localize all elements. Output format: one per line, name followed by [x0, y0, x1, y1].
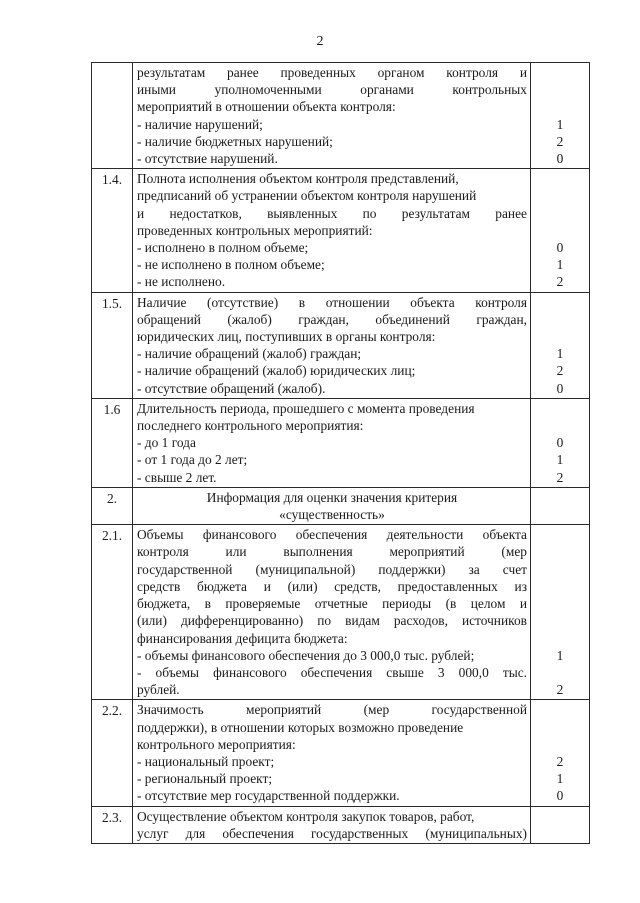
option-item: - отсутствие обращений (жалоб).: [137, 380, 326, 396]
description-line: обращений (жалоб) граждан, объединений граждан,: [137, 311, 527, 327]
option-item: - наличие нарушений;: [137, 116, 263, 132]
table-row: [92, 525, 590, 700]
row-scores: [531, 292, 590, 398]
row-number: [92, 63, 133, 169]
description-line: предписаний об устранении объектом контроля нарушений: [137, 188, 477, 204]
score-value: 1: [556, 346, 564, 362]
score-value: 1: [556, 116, 564, 132]
score-value: 1: [556, 771, 564, 787]
score-value: 1: [556, 257, 564, 273]
option-item: - свыше 2 лет.: [137, 469, 217, 485]
description-line: мероприятий в отношении объекта контроля:: [137, 99, 396, 115]
option-item: - отсутствие нарушений.: [137, 151, 278, 167]
description-line: Полнота исполнения объектом контроля представлений,: [137, 171, 459, 187]
score-value: 0: [556, 151, 564, 167]
description-line: и недостатков, выявленных по результатам ранее: [137, 205, 527, 221]
score-value: 2: [556, 682, 564, 698]
score-value: 2: [556, 133, 564, 149]
description-line: (или) дифференцированно) по видам расходов, источников: [137, 613, 527, 629]
row-scores: [531, 63, 590, 169]
row-number: 2.1.: [92, 525, 133, 700]
table-row: [92, 63, 590, 169]
score-value: 0: [556, 380, 564, 396]
option-item: - не исполнено.: [137, 274, 226, 290]
description-line: финансирования дефицита бюджета:: [137, 630, 348, 646]
row-scores: [531, 169, 590, 292]
row-scores: [531, 806, 590, 843]
option-item: - наличие обращений (жалоб) юридических лиц;: [137, 363, 416, 379]
option-item: - объемы финансового обеспечения свыше 3 000,0 тыс.: [137, 664, 527, 680]
score-value: 0: [556, 435, 564, 451]
criteria-table: [91, 62, 590, 844]
description-line: Наличие (отсутствие) в отношении объекта контроля: [137, 294, 527, 310]
score-value: 2: [556, 469, 564, 485]
row-number: 2.: [92, 487, 133, 524]
description-line: Длительность периода, прошедшего с момента проведения: [137, 400, 475, 416]
option-item: - отсутствие мер государственной поддержки.: [137, 788, 400, 804]
row-number: 1.5.: [92, 292, 133, 398]
description-line: проведенных контрольных мероприятий:: [137, 222, 373, 238]
option-item: - национальный проект;: [137, 753, 275, 769]
description-line: средств бюджета и (или) средств, предоставленных из: [137, 578, 527, 594]
row-scores: [531, 525, 590, 700]
option-item: рублей.: [137, 682, 180, 698]
description-line: государственной (муниципальной) поддержки) за счет: [137, 561, 527, 577]
row-scores: [531, 398, 590, 487]
option-item: - не исполнено в полном объеме;: [137, 257, 325, 273]
score-value: 0: [556, 788, 564, 804]
section-heading: [133, 487, 531, 524]
row-description: [133, 806, 531, 843]
description-line: услуг для обеспечения государственных (муниципальных): [137, 825, 527, 841]
row-scores: [531, 700, 590, 806]
description-line: Значимость мероприятий (мер государственной: [137, 702, 527, 718]
row-description: [133, 292, 531, 398]
row-description: [133, 398, 531, 487]
heading-line: Информация для оценки значения критерия: [206, 489, 458, 505]
table-row: [92, 169, 590, 292]
option-item: - наличие бюджетных нарушений;: [137, 133, 333, 149]
row-scores: [531, 487, 590, 524]
option-item: - региональный проект;: [137, 771, 273, 787]
option-item: - объемы финансового обеспечения до 3 000,0 тыс. рублей;: [137, 647, 475, 663]
description-line: контрольного мероприятия:: [137, 736, 296, 752]
score-value: 1: [556, 452, 564, 468]
row-number: 1.4.: [92, 169, 133, 292]
table-row: [92, 806, 590, 843]
description-line: юридических лиц, поступивших в органы контроля:: [137, 329, 436, 345]
row-description: [133, 63, 531, 169]
description-line: результатам ранее проведенных органом контроля и: [137, 65, 527, 80]
description-line: бюджета, в проверяемые отчетные периоды (в целом и: [137, 596, 527, 612]
section-heading-row: [92, 487, 590, 524]
option-item: - до 1 года: [137, 435, 196, 451]
score-value: 1: [556, 647, 564, 663]
table-row: [92, 398, 590, 487]
description-line: поддержки), в отношении которых возможно проведение: [137, 719, 464, 735]
score-value: 2: [556, 363, 564, 379]
description-line: Объемы финансового обеспечения деятельности объекта: [137, 527, 527, 543]
row-description: [133, 700, 531, 806]
option-item: - исполнено в полном объеме;: [137, 240, 309, 256]
row-description: [133, 525, 531, 700]
description-line: Осуществление объектом контроля закупок товаров, работ,: [137, 808, 475, 824]
score-value: 0: [556, 240, 564, 256]
row-number: 2.3.: [92, 806, 133, 843]
description-line: последнего контрольного мероприятия:: [137, 418, 364, 434]
page-number: 2: [316, 34, 324, 49]
row-number: 1.6: [92, 398, 133, 487]
table-row: [92, 292, 590, 398]
row-description: [133, 169, 531, 292]
score-value: 2: [556, 753, 564, 769]
row-number: 2.2.: [92, 700, 133, 806]
table-row: [92, 700, 590, 806]
score-value: 2: [556, 274, 564, 290]
option-item: - наличие обращений (жалоб) граждан;: [137, 346, 362, 362]
option-item: - от 1 года до 2 лет;: [137, 452, 248, 468]
description-line: иными уполномоченными органами контрольных: [137, 82, 527, 98]
description-line: контроля или выполнения мероприятий (мер: [137, 544, 527, 560]
heading-line: «существенность»: [279, 507, 385, 523]
